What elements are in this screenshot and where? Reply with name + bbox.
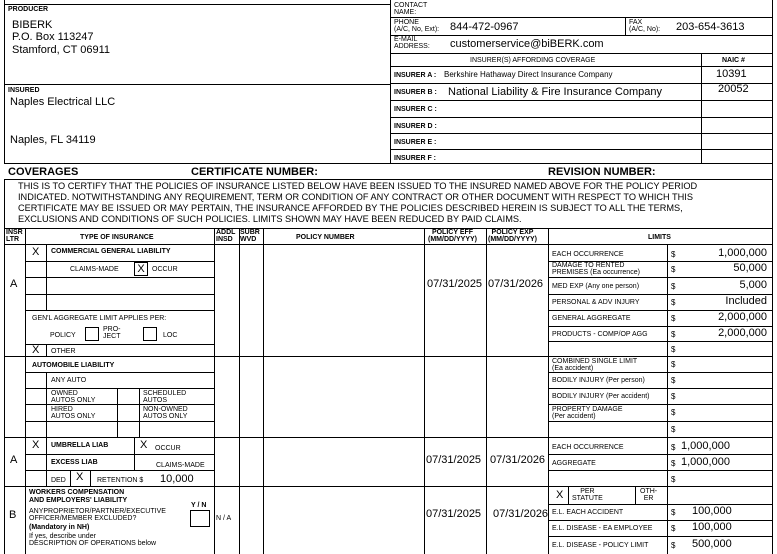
wc-limit-value-2: 500,000 [692,538,732,550]
naic-label: NAIC # [722,57,745,64]
umb-policy-exp: 07/31/2026 [490,454,546,466]
insurer-b-label: INSURER B : [394,89,437,96]
wc-oth-er: OTH- ER [640,488,658,502]
gl-limit-label-0: EACH OCCURRENCE [552,251,624,258]
gl-occur: OCCUR [152,266,178,273]
gl-policy-eff: 07/31/2025 [427,278,483,290]
fax-label: FAX (A/C, No): [629,19,661,33]
gl-loc-checkbox[interactable] [143,327,157,341]
gl-dollar-2: $ [671,282,676,291]
gl-limit-label-5: PRODUCTS - COMP/OP AGG [552,331,648,338]
gl-occur-checkbox[interactable]: X [134,262,148,276]
auto-scheduled: SCHEDULED AUTOS [143,390,187,404]
contact-name-label: CONTACT NAME: [394,2,428,16]
auto-dollar-3: $ [671,408,676,417]
umb-excess: EXCESS LIAB [51,459,98,466]
producer-label: PRODUCER [8,6,49,13]
umb-dollar-0: $ [671,443,676,452]
gl-claims-made: CLAIMS-MADE [70,266,119,273]
gl-limit-value-5: 2,000,000 [718,327,767,339]
gl-dollar-0: $ [671,250,676,259]
gl-loc: LOC [163,332,178,339]
gl-insr-ltr: A [10,278,18,290]
auto-limit-label-1: BODILY INJURY (Per person) [552,377,645,384]
gl-limit-value-2: 5,000 [739,279,767,291]
auto-dollar-2: $ [671,392,676,401]
auto-hired: HIRED AUTOS ONLY [51,406,96,420]
gl-limit-label-1: DAMAGE TO RENTED PREMISES (Ea occurrence) [552,262,640,276]
umb-dollar-2: $ [671,475,676,484]
header-policy-exp: POLICY EXP (MM/DD/YYYY) [488,229,537,243]
auto-limit-label-3: PROPERTY DAMAGE (Per accident) [552,406,623,420]
gl-other-x[interactable]: X [32,344,40,356]
phone-label: PHONE (A/C, No, Ext): [394,19,440,33]
auto-dollar-0: $ [671,360,676,369]
header-policy-eff: POLICY EFF (MM/DD/YYYY) [428,229,477,243]
umb-claims: CLAIMS-MADE [156,462,205,469]
email-value: customerservice@biBERK.com [450,38,604,50]
umb-occur-x[interactable]: X [140,439,148,451]
insurer-b-name: National Liability & Fire Insurance Company [448,86,662,98]
umb-policy-eff: 07/31/2025 [426,454,482,466]
wc-dollar-1: $ [671,524,676,533]
umb-dollar-1: $ [671,459,676,468]
insured-name: Naples Electrical LLC [10,96,116,108]
umb-retention-x[interactable]: X [76,471,84,483]
wc-yn-box[interactable] [190,510,210,527]
wc-nh: (Mandatory in NH) [29,524,90,531]
gl-policy-exp: 07/31/2026 [488,278,544,290]
insurers-header: INSURER(S) AFFORDING COVERAGE [470,57,596,64]
umb-limit-label-1: AGGREGATE [552,460,596,467]
wc-per-statute: PER STATUTE [572,488,603,502]
auto-dollar-4: $ [671,425,676,434]
wc-insr-ltr: B [9,509,17,521]
coverages-title: COVERAGES [8,166,79,178]
wc-limit-value-1: 100,000 [692,521,732,533]
umb-umbrella: UMBRELLA LIAB [51,442,109,449]
auto-nonowned: NON-OWNED AUTOS ONLY [143,406,188,420]
gl-check-x[interactable]: X [32,246,40,258]
insured-label: INSURED [8,87,40,94]
wc-desc: If yes, describe under DESCRIPTION OF OPERATIONS below [29,533,157,547]
wc-title: WORKERS COMPENSATION AND EMPLOYERS' LIABILITY [29,489,128,504]
certificate-number-label: CERTIFICATE NUMBER: [191,166,318,178]
insurer-f-label: INSURER F : [394,155,436,162]
auto-owned: OWNED AUTOS ONLY [51,390,96,404]
auto-limit-label-0: COMBINED SINGLE LIMIT (Ea accident) [552,358,638,372]
producer-city: Stamford, CT 06911 [12,44,111,56]
insurer-a-name: Berkshire Hathaway Direct Insurance Company [444,70,613,79]
producer-address: P.O. Box 113247 [12,31,94,43]
wc-dollar-2: $ [671,541,676,550]
insurer-b-naic: 20052 [718,83,749,95]
notice-line-3: CERTIFICATE MAY BE ISSUED OR MAY PERTAIN, THE INSURANCE AFFORDED BY THE POLICIES DESCRIBED HEREIN IS SUBJECT TO ALL THE TERMS, [18,203,683,213]
email-label: E-MAIL ADDRESS: [394,36,430,50]
auto-any: ANY AUTO [51,377,87,384]
insurer-c-label: INSURER C : [394,106,437,113]
gl-limit-value-0: 1,000,000 [718,247,767,259]
gl-limit-label-2: MED EXP (Any one person) [552,283,640,290]
insurer-a-naic: 10391 [716,68,747,80]
wc-na: N / A [216,515,232,522]
gl-limit-value-3: Included [725,295,767,307]
umb-retention: RETENTION $ [97,477,144,484]
umb-occur: OCCUR [155,445,181,452]
header-policy-number: POLICY NUMBER [296,234,355,241]
gl-limit-label-4: GENERAL AGGREGATE [552,315,631,322]
notice-line-2: INDICATED. NOTWITHSTANDING ANY REQUIREMENT, TERM OR CONDITION OF ANY CONTRACT OR OTHER DOCUMENT WITH RESPECT TO WHICH THIS [18,192,693,202]
header-subr: SUBR WVD [240,229,260,243]
header-type: TYPE OF INSURANCE [80,234,154,241]
notice-line-4: EXCLUSIONS AND CONDITIONS OF SUCH POLICIES. LIMITS SHOWN MAY HAVE BEEN REDUCED BY PAID CLAIMS. [18,214,522,224]
gl-other: OTHER [51,348,76,355]
gl-dollar-1: $ [671,265,676,274]
gl-title: COMMERCIAL GENERAL LIABILITY [51,248,171,255]
umb-retention-value: 10,000 [160,473,194,485]
insured-city: Naples, FL 34119 [10,134,96,146]
header-insr-ltr: INSR LTR [6,229,23,243]
gl-dollar-5: $ [671,330,676,339]
revision-number-label: REVISION NUMBER: [548,166,656,178]
umb-insr-ltr: A [10,454,18,466]
wc-yn: Y / N [191,502,207,509]
auto-dollar-1: $ [671,376,676,385]
gl-limit-value-4: 2,000,000 [718,311,767,323]
insurer-e-label: INSURER E : [394,139,437,146]
producer-name: BIBERK [12,19,53,31]
fax-value: 203-654-3613 [676,21,745,33]
umb-limit-value-1: 1,000,000 [681,456,730,468]
gl-limit-label-3: PERSONAL & ADV INJURY [552,299,640,306]
umb-ded: DED [51,477,66,484]
notice-line-1: THIS IS TO CERTIFY THAT THE POLICIES OF INSURANCE LISTED BELOW HAVE BEEN ISSUED TO THE INSURED NAMED ABOVE FOR THE POLICY PERIOD [18,181,698,191]
gl-dollar-3: $ [671,298,676,307]
auto-title: AUTOMOBILE LIABILITY [32,362,115,369]
wc-limit-label-1: E.L. DISEASE - EA EMPLOYEE [552,525,653,532]
wc-limit-label-0: E.L. EACH ACCIDENT [552,509,624,516]
gl-limit-value-1: 50,000 [733,262,767,274]
gl-dollar-4: $ [671,314,676,323]
header-addl: ADDL INSD [216,229,236,243]
wc-policy-exp: 07/31/2026 [493,508,549,520]
gl-agg-label: GEN'L AGGREGATE LIMIT APPLIES PER: [32,315,167,322]
header-limits: LIMITS [648,234,671,241]
wc-policy-eff: 07/31/2025 [426,508,482,520]
wc-limit-value-0: 100,000 [692,505,732,517]
wc-per-statute-x[interactable]: X [556,489,564,501]
gl-dollar-6: $ [671,345,676,354]
gl-project-checkbox[interactable] [85,327,99,341]
insurer-d-label: INSURER D : [394,123,437,130]
auto-limit-label-2: BODILY INJURY (Per accident) [552,393,650,400]
umb-check-x[interactable]: X [32,439,40,451]
wc-question: ANYPROPRIETOR/PARTNER/EXECUTIVE OFFICER/MEMBER EXCLUDED? [29,508,166,522]
wc-limit-label-2: E.L. DISEASE - POLICY LIMIT [552,542,649,549]
insurer-a-label: INSURER A : [394,72,437,79]
gl-policy: POLICY [50,332,76,339]
wc-dollar-0: $ [671,508,676,517]
gl-project: PRO- JECT [103,326,121,340]
phone-value: 844-472-0967 [450,21,519,33]
umb-limit-label-0: EACH OCCURRENCE [552,444,624,451]
umb-limit-value-0: 1,000,000 [681,440,730,452]
